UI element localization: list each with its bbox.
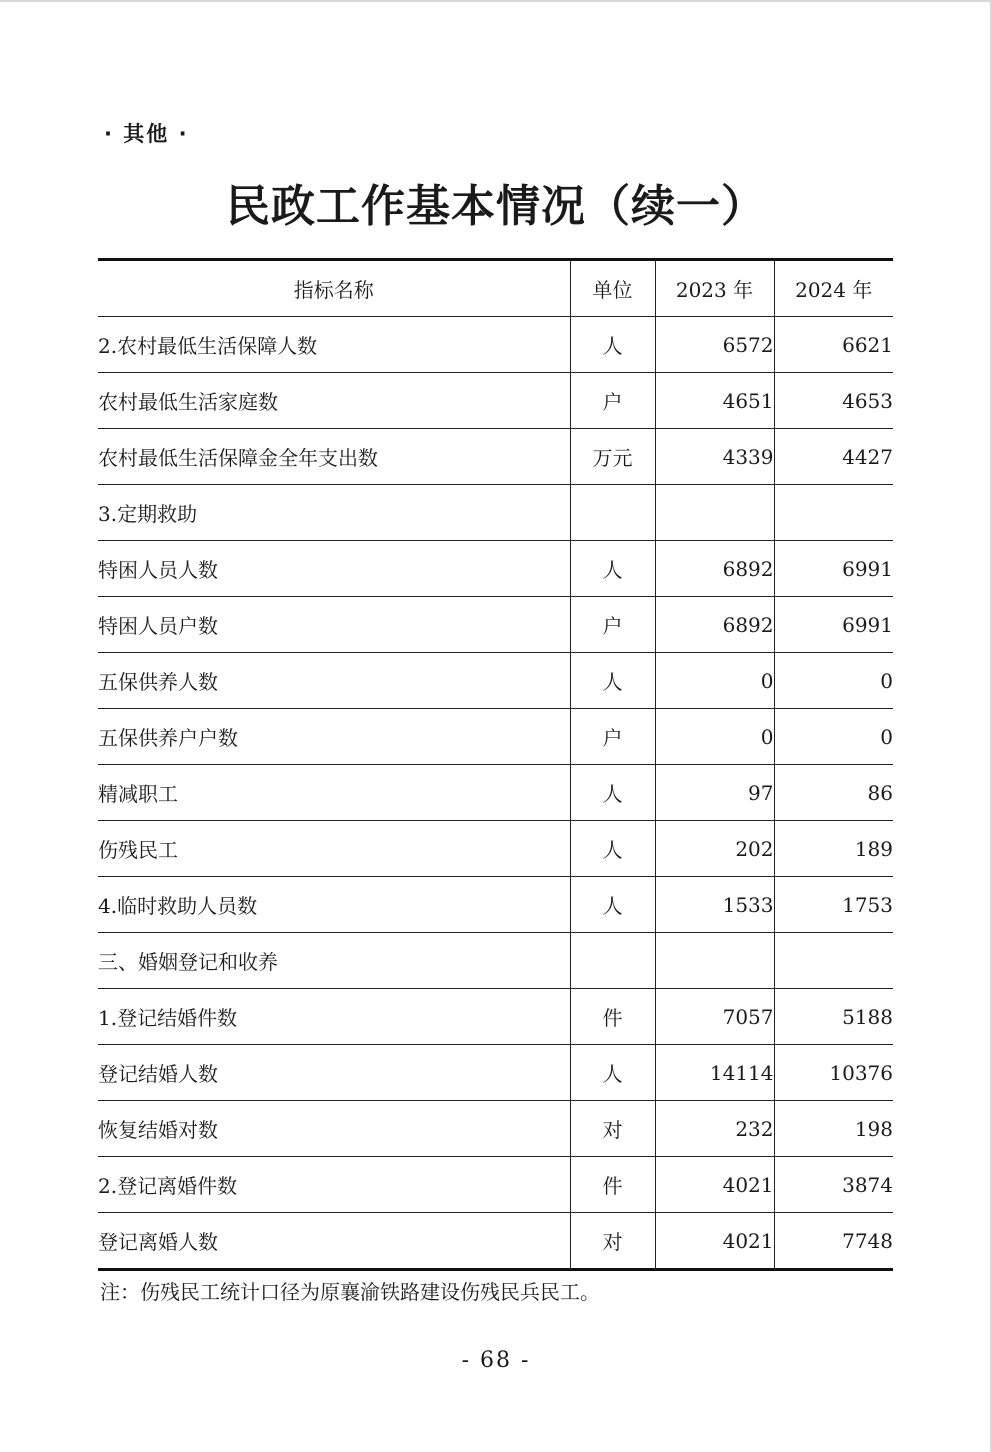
row-value-2024-cell: 6621 (774, 317, 893, 373)
row-name-cell: 农村最低生活家庭数 (98, 373, 570, 429)
row-value-2023-cell: 6892 (655, 541, 774, 597)
row-name-cell: 伤残民工 (98, 821, 570, 877)
row-value-2024-cell: 86 (774, 765, 893, 821)
row-name-cell: 五保供养户户数 (98, 709, 570, 765)
row-unit-cell (570, 933, 655, 989)
row-value-2023-cell: 1533 (655, 877, 774, 933)
row-unit-cell: 对 (570, 1213, 655, 1270)
row-name-cell: 登记离婚人数 (98, 1230, 218, 1254)
row-unit-cell: 人 (570, 541, 655, 597)
table-row (98, 485, 893, 541)
row-unit-cell: 户 (570, 709, 655, 765)
row-name-cell: 精减职工 (98, 765, 570, 821)
row-value-2024-cell: 6991 (774, 597, 893, 653)
row-value-2023-cell: 6892 (655, 597, 774, 653)
table-row (98, 429, 893, 485)
table-row (98, 373, 893, 429)
row-name-cell: 2.农村最低生活保障人数 (98, 317, 570, 373)
row-unit-cell: 件 (570, 1157, 655, 1213)
header-year-2023: 2023 年 (655, 260, 774, 317)
row-value-2023-cell: 232 (655, 1101, 774, 1157)
row-value-2023-cell: 4021 (655, 1213, 774, 1270)
row-value-2023-cell: 4021 (655, 1157, 774, 1213)
table-row (98, 821, 893, 877)
row-unit-cell: 件 (570, 989, 655, 1045)
table-body (98, 317, 893, 1270)
row-unit-cell: 人 (570, 1045, 655, 1101)
row-unit-cell: 户 (570, 597, 655, 653)
row-name-cell: 4.临时救助人员数 (98, 877, 570, 933)
header-indicator-name: 指标名称 (98, 260, 570, 317)
row-unit-cell (570, 485, 655, 541)
row-name-cell: 特困人员人数 (98, 541, 570, 597)
row-unit-cell: 人 (570, 821, 655, 877)
row-unit-cell: 对 (570, 1101, 655, 1157)
row-name-cell: 五保供养人数 (98, 653, 570, 709)
row-name-cell: 3.定期救助 (98, 485, 570, 541)
row-value-2023-cell: 7057 (655, 989, 774, 1045)
table-row (98, 1101, 893, 1157)
table-row (98, 989, 893, 1045)
table-row (98, 597, 893, 653)
row-value-2024-cell: 1753 (774, 877, 893, 933)
row-value-2023-cell: 14114 (655, 1045, 774, 1101)
table-row (98, 877, 893, 933)
table-header-row (98, 260, 893, 317)
row-name-cell: 农村最低生活保障金全年支出数 (98, 429, 570, 485)
row-name-cell: 1.登记结婚件数 (98, 989, 570, 1045)
row-name-cell: 三、婚姻登记和收养 (98, 933, 570, 989)
row-value-2023-cell: 0 (655, 653, 774, 709)
page-number: - 68 - (461, 1348, 531, 1373)
row-value-2023-cell: 202 (655, 821, 774, 877)
row-value-2024-cell: 0 (774, 653, 893, 709)
row-name-cell: 2.登记离婚件数 (98, 1157, 570, 1213)
row-value-2024-cell (774, 485, 893, 541)
row-value-2023-cell (655, 933, 774, 989)
row-value-2023-cell: 0 (655, 709, 774, 765)
header-year-2024: 2024 年 (774, 260, 893, 317)
table-row (98, 317, 893, 373)
row-value-2024-cell: 4427 (774, 429, 893, 485)
row-value-2023-cell: 4651 (655, 373, 774, 429)
row-value-2024-cell: 3874 (774, 1157, 893, 1213)
header-unit: 单位 (570, 260, 655, 317)
row-name-cell: 登记结婚人数 (98, 1045, 570, 1101)
page-title: 民政工作基本情况（续一） (226, 181, 766, 232)
table-row (98, 1213, 893, 1270)
row-value-2024-cell: 7748 (774, 1213, 893, 1270)
table-row (98, 1157, 893, 1213)
row-value-2023-cell: 6572 (655, 317, 774, 373)
row-value-2024-cell: 198 (774, 1101, 893, 1157)
row-value-2024-cell: 10376 (774, 1045, 893, 1101)
row-unit-cell: 人 (570, 317, 655, 373)
row-unit-cell: 人 (570, 877, 655, 933)
row-value-2024-cell: 6991 (774, 541, 893, 597)
table-row (98, 709, 893, 765)
row-name-cell: 恢复结婚对数 (98, 1101, 570, 1157)
row-value-2024-cell (774, 933, 893, 989)
section-label: · 其他 · (104, 122, 189, 146)
row-value-2023-cell (655, 485, 774, 541)
page-border-top (0, 0, 992, 2)
statistics-table (98, 258, 893, 1271)
row-value-2023-cell: 4339 (655, 429, 774, 485)
row-unit-cell: 人 (570, 765, 655, 821)
row-name-cell: 特困人员户数 (98, 597, 570, 653)
row-value-2024-cell: 0 (774, 709, 893, 765)
footnote: 注：伤残民工统计口径为原襄渝铁路建设伤残民兵民工。 (100, 1280, 600, 1304)
table-row (98, 653, 893, 709)
row-unit-cell: 户 (570, 373, 655, 429)
row-value-2024-cell: 5188 (774, 989, 893, 1045)
row-value-2023-cell: 97 (655, 765, 774, 821)
table-row (98, 765, 893, 821)
table-row (98, 933, 893, 989)
row-unit-cell: 万元 (570, 429, 655, 485)
table-row (98, 541, 893, 597)
table-row (98, 1045, 893, 1101)
row-unit-cell: 人 (570, 653, 655, 709)
row-value-2024-cell: 4653 (774, 373, 893, 429)
row-value-2024-cell: 189 (774, 821, 893, 877)
